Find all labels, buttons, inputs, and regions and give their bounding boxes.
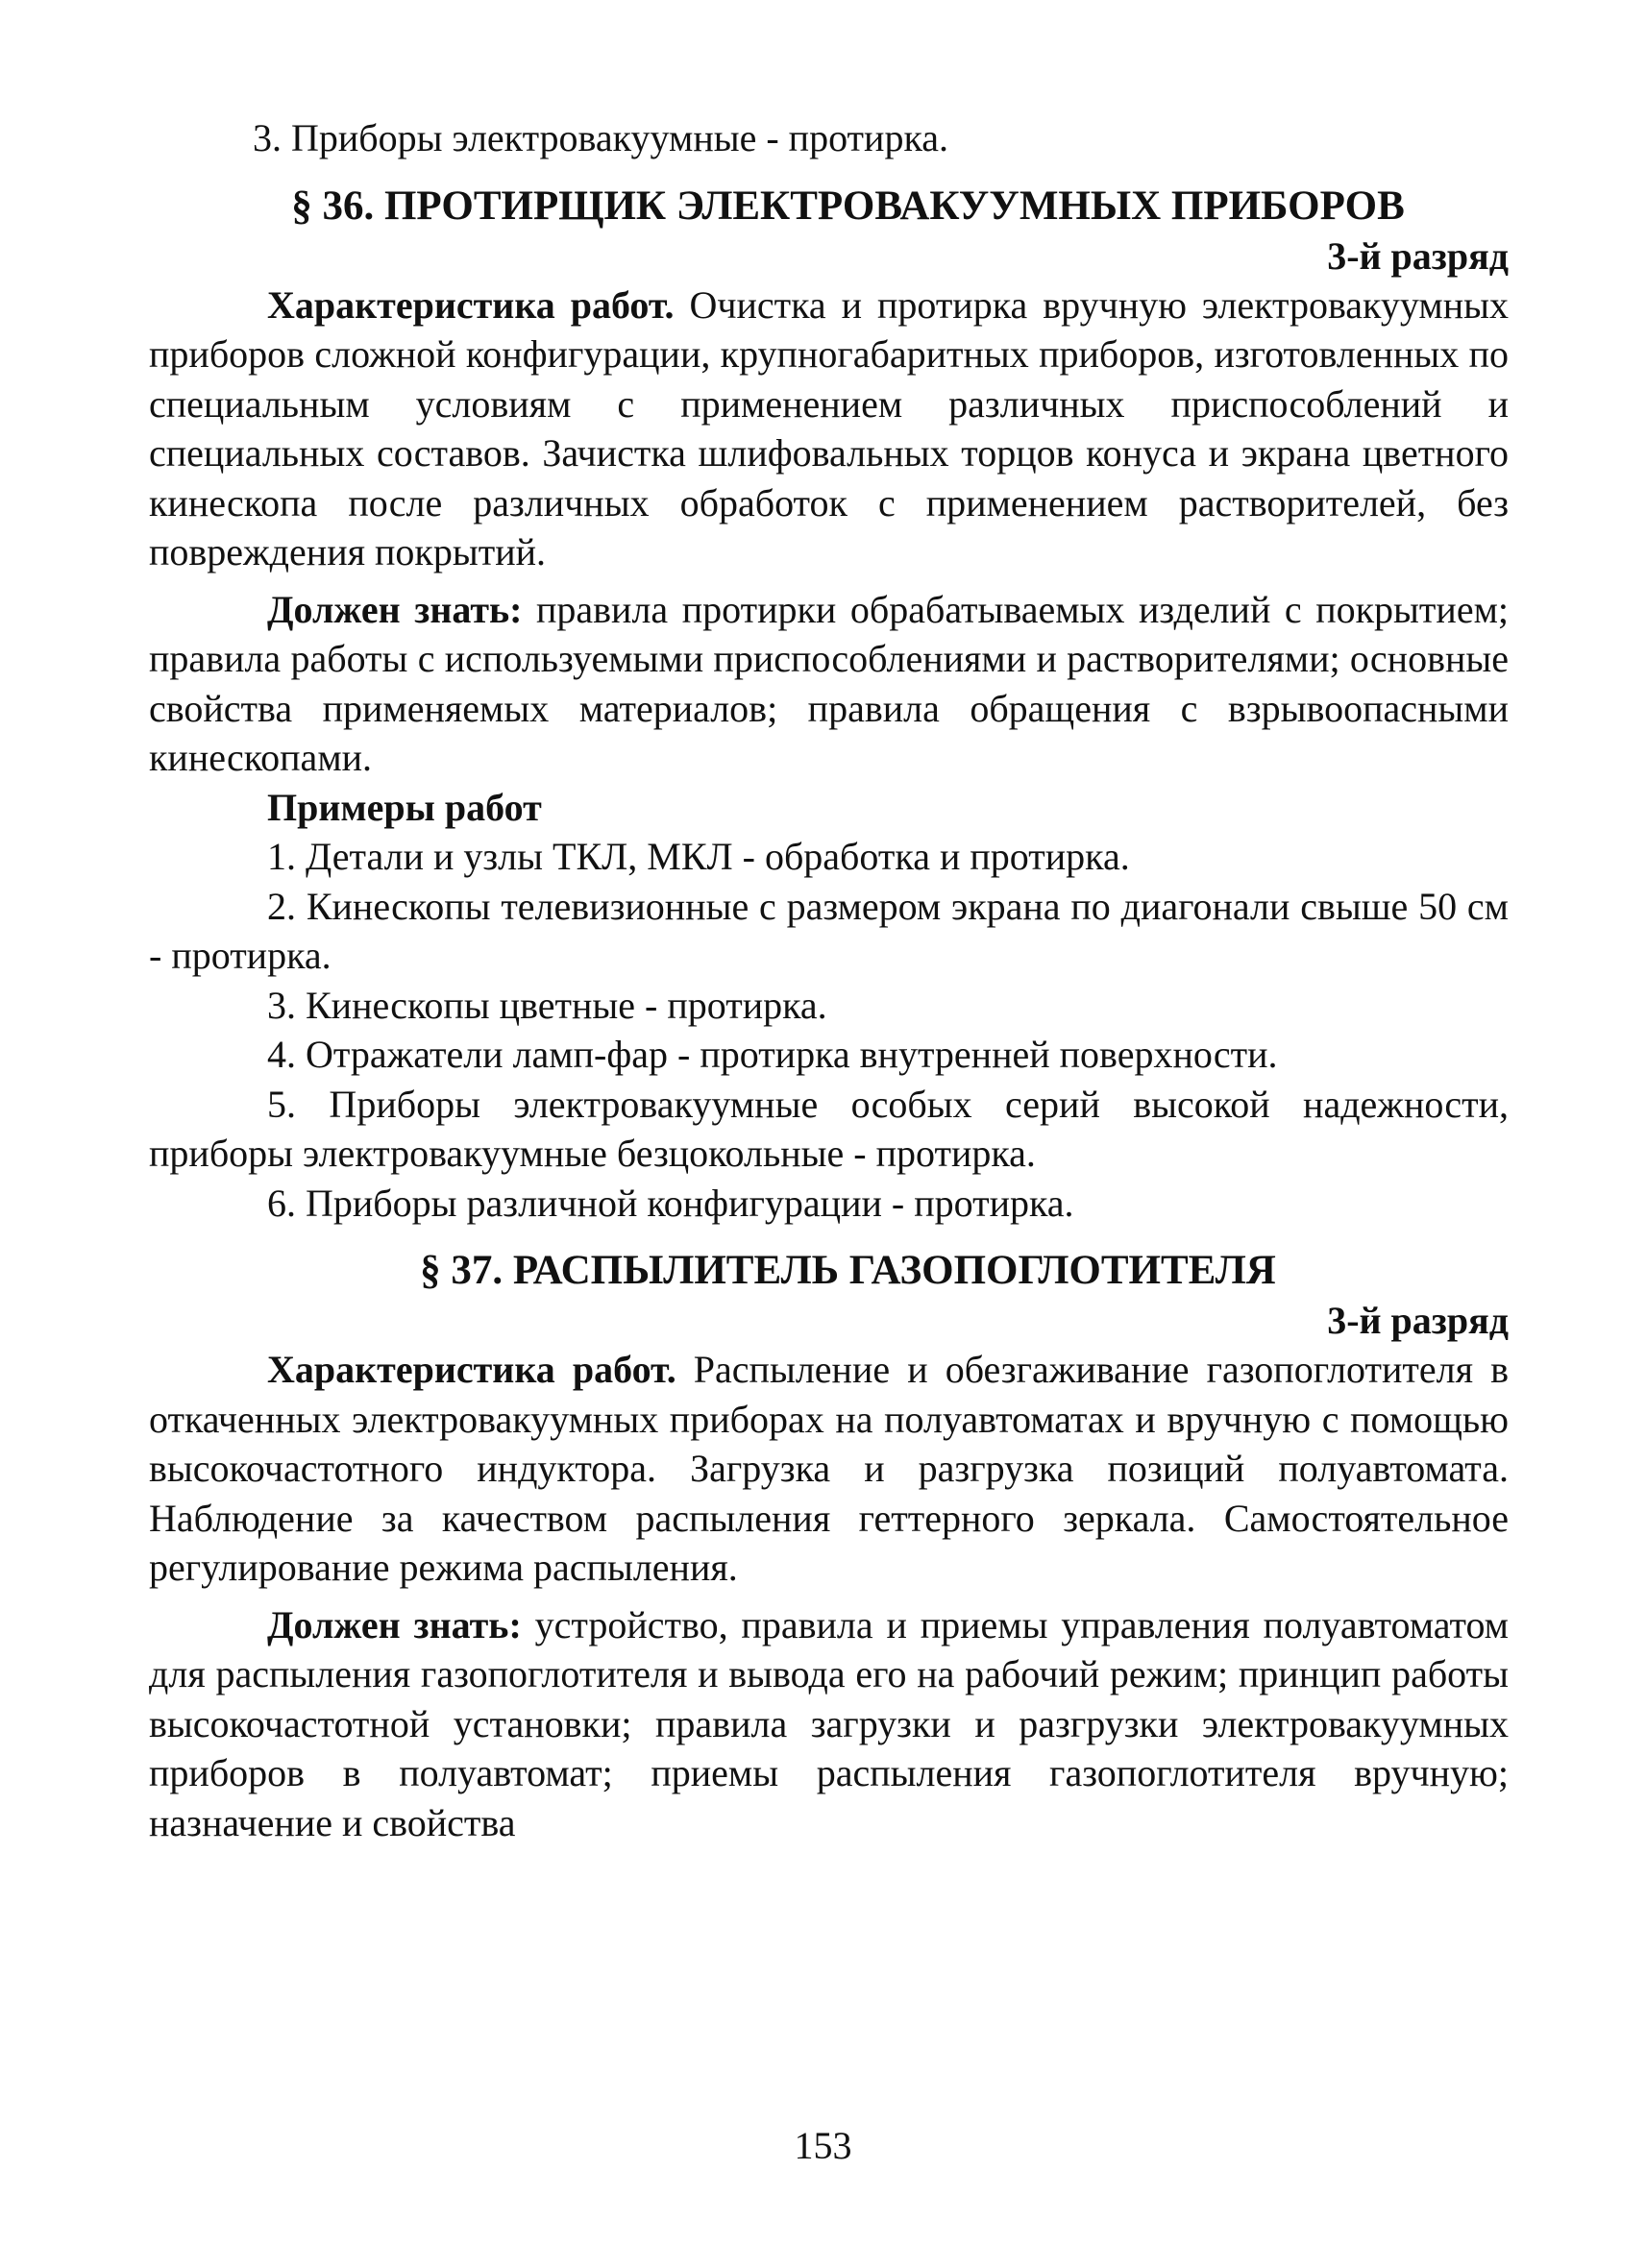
- document-page: [149, 113, 1509, 1847]
- section-36: [149, 181, 1509, 1229]
- characteristic-label: Характеристика работ.: [267, 1348, 676, 1391]
- section-37-grade: 3-й разряд: [1327, 1299, 1509, 1342]
- characteristic-label: Характеристика работ.: [267, 282, 675, 327]
- top-list-item: 3. Приборы электровакуумные - протирка.: [253, 116, 949, 159]
- must-know-text: устройство, правила и приемы управления полуавтоматом для распыления газопоглотителя и вывода его на рабочий режим; принцип работы высокочастотной установки; правила загрузки и разгрузки электровакуумных приборов в полуавтомат; приемы распыления газопоглотителя вручную; назначение и свойства: [149, 1602, 1509, 1844]
- example-item: 2. Кинескопы телевизионные с размером экрана по диагонали свыше 50 см - протирка.: [149, 884, 1509, 977]
- section-37: [149, 1245, 1509, 1847]
- section-37-title: § 37. РАСПЫЛИТЕЛЬ ГАЗОПОГЛОТИТЕЛЯ: [420, 1248, 1276, 1293]
- page-number: 153: [794, 2124, 852, 2167]
- example-item: 3. Кинескопы цветные - протирка.: [267, 983, 827, 1027]
- must-know-label: Должен знать:: [267, 587, 523, 631]
- must-know-text: правила протирки обрабатываемых изделий с покрытием; правила работы с используемыми приспособлениями и растворителями; основные свойства применяемых материалов; правила обращения с взрывоопасными кинескопами.: [149, 587, 1509, 779]
- example-item: 1. Детали и узлы ТКЛ, МКЛ - обработка и протирка.: [267, 835, 1130, 878]
- section-36-must-know: [149, 585, 1509, 783]
- example-item: 6. Приборы различной конфигурации - протирка.: [267, 1181, 1074, 1225]
- characteristic-text: Очистка и протирка вручную электровакуумных приборов сложной конфигурации, крупногабаритных приборов, изготовленных по специальным условиям с применением различных приспособлений и специальных составов. Зачистка шлифовальных торцов конуса и экрана цветного кинескопа после различных обработок с применением растворителей, без повреждения покрытий.: [149, 282, 1509, 573]
- examples-heading: Примеры работ: [267, 785, 542, 829]
- section-36-title: § 36. ПРОТИРЩИК ЭЛЕКТРОВАКУУМНЫХ ПРИБОРОВ: [291, 183, 1405, 229]
- must-know-label: Должен знать:: [267, 1602, 522, 1646]
- section-36-grade: 3-й разряд: [1327, 233, 1509, 278]
- example-item: 4. Отражатели ламп-фар - протирка внутренней поверхности.: [267, 1033, 1278, 1076]
- example-item: 5. Приборы электровакуумные особых серий высокой надежности, приборы электровакуумные безцокольные - протирка.: [149, 1082, 1509, 1175]
- section-37-must-know: [149, 1600, 1509, 1848]
- section-37-characteristic: [149, 1345, 1509, 1593]
- section-36-characteristic: [149, 280, 1509, 577]
- characteristic-text: Распыление и обезгаживание газопоглотителя в откаченных электровакуумных приборах на полуавтоматах и вручную с помощью высокочастотного индуктора. Загрузка и разгрузка позиций полуавтомата. Наблюдение за качеством распыления геттерного зеркала. Самостоятельное регулирование режима распыления.: [149, 1348, 1509, 1589]
